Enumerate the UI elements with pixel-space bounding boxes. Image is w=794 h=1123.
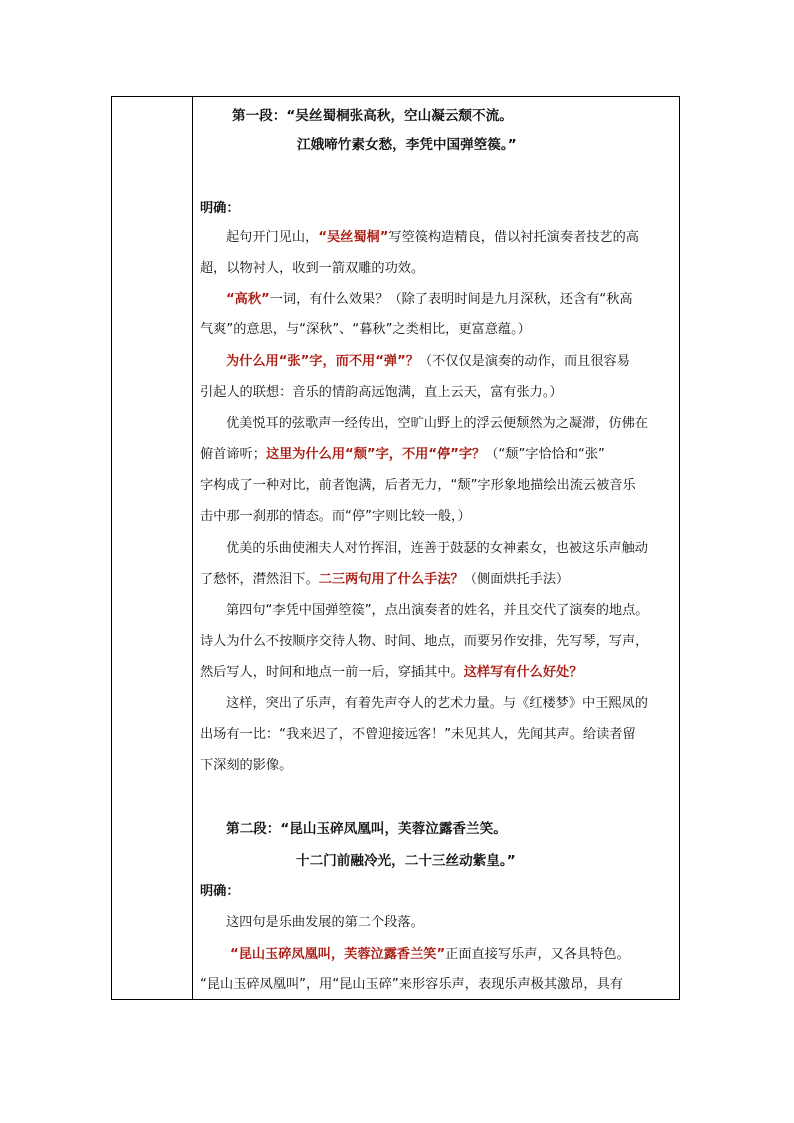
- content-cell: [200, 97, 676, 1000]
- para1-p4-line2: 俯首谛听；这里为什么用“颓”字，不用“停”字？（“颓”字恰恰和“张”: [200, 447, 605, 462]
- para2-q2: “昆山玉碎凤凰叫，芙蓉泣露香兰笑”正面直接写乐声，又各具特色。: [230, 947, 630, 962]
- para2-q1: 这四句是乐曲发展的第二个段落。: [226, 915, 424, 930]
- para2-q3: “昆山玉碎凤凰叫”，用“昆山玉碎”来形容乐声，表现乐声极其激昂，具有: [200, 977, 623, 992]
- para1-p6-line3: 然后写人，时间和地点一前一后，穿插其中。这样写有什么好处？: [200, 665, 583, 680]
- para1-p5-line2: 了愁怀，潸然泪下。二三两句用了什么手法？（侧面烘托手法）: [200, 572, 570, 587]
- para2-heading-line1: 第二段：“昆山玉碎凤凰叫，芙蓉泣露香兰笑。: [226, 821, 507, 837]
- column-divider: [192, 97, 193, 999]
- para2-heading-line2: 十二门前融冷光，二十三丝动紫皇。”: [296, 853, 516, 869]
- para1-p6-line1: 第四句“李凭中国弹箜篌”，点出演奏者的姓名，并且交代了演奏的地点。: [226, 603, 649, 618]
- para1-p2-line2: 气爽”的意思，与“深秋”、“暮秋”之类相比，更富意蕴。）: [200, 322, 531, 337]
- para1-heading-line2: 江娥啼竹素女愁，李凭中国弹箜篌。”: [297, 137, 517, 153]
- para1-p7-line1: 这样，突出了乐声，有着先声夺人的艺术力量。与《红楼梦》中王熙凤的: [226, 696, 648, 711]
- para1-p1-line2: 超，以物衬人，收到一箭双雕的功效。: [200, 261, 425, 276]
- para1-p4-line3: 字构成了一种对比，前者饱满，后者无力，“颓”字形象地描绘出流云被音乐: [200, 478, 636, 493]
- lesson-table: [111, 96, 680, 1000]
- para1-p2-line1: “高秋”一词，有什么效果？（除了表明时间是九月深秋，还含有“秋高: [226, 292, 633, 307]
- para1-p7-line3: 下深刻的影像。: [200, 758, 293, 773]
- para1-p6-line2: 诗人为什么不按顺序交待人物、时间、地点，而要另作安排，先写琴，写声，: [200, 634, 649, 649]
- para1-p1-line1: 起句开门见山，“吴丝蜀桐”写箜篌构造精良，借以衬托演奏者技艺的高: [226, 230, 639, 245]
- para1-p3-line2: 引起人的联想：音乐的情韵高远饱满，直上云天，富有张力。）: [200, 385, 563, 400]
- para2-clarify-label: 明确：: [200, 884, 240, 899]
- para1-p3-line1: 为什么用“张”字，而不用“弹”？（不仅仅是演奏的动作，而且很容易: [226, 354, 630, 369]
- para1-clarify-label: 明确：: [200, 201, 240, 216]
- para1-p5-line1: 优美的乐曲使湘夫人对竹挥泪，连善于鼓瑟的女神素女，也被这乐声触动: [226, 541, 648, 556]
- para1-heading-line1: 第一段：“吴丝蜀桐张高秋，空山凝云颓不流。: [232, 108, 513, 124]
- para1-p4-line1: 优美悦耳的弦歌声一经传出，空旷山野上的浮云便颓然为之凝滞，仿佛在: [226, 416, 648, 431]
- para1-p7-line2: 出场有一比：“我来迟了，不曾迎接远客！”未见其人，先闻其声。给读者留: [200, 727, 636, 742]
- para1-p4-line4: 击中那一刹那的情态。而“停”字则比较一般，）: [200, 509, 471, 524]
